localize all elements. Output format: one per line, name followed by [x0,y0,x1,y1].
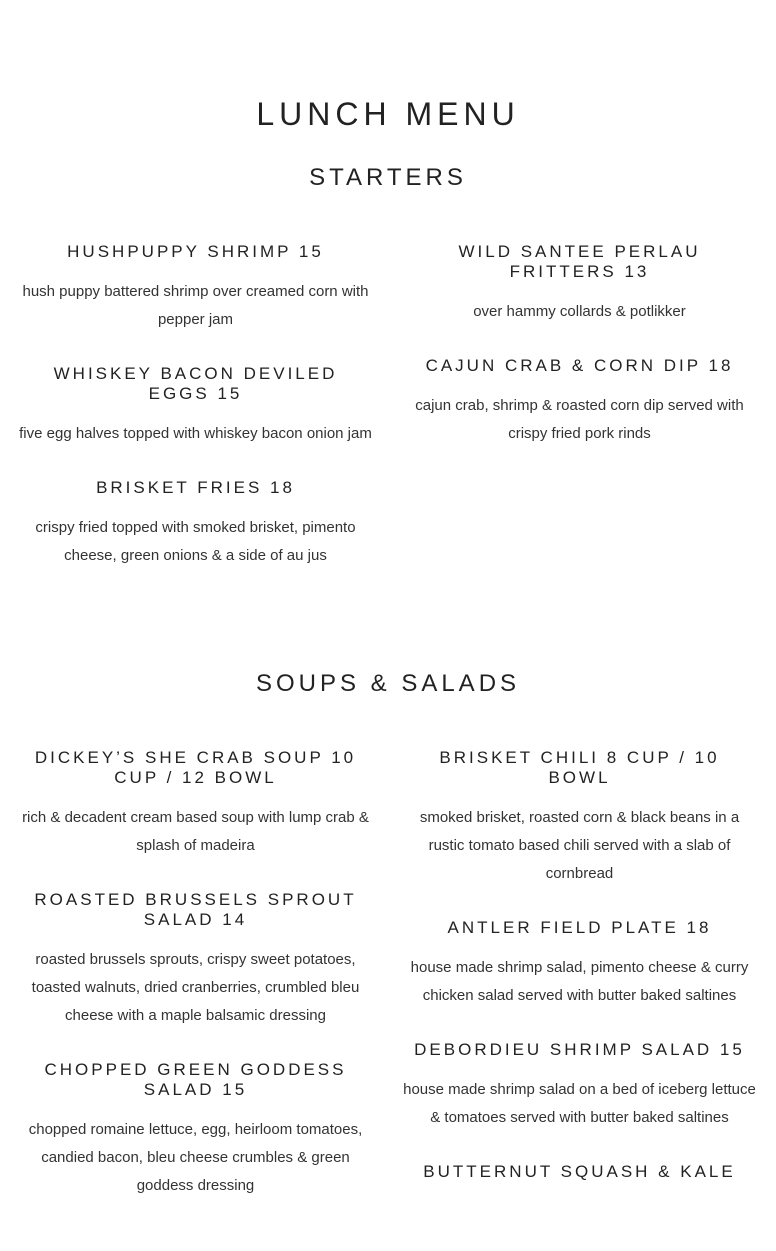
menu-item-description: house made shrimp salad on a bed of iceberg lettuce & tomatoes served with butter baked saltines [403,1081,756,1126]
menu-item-description: crispy fried topped with smoked brisket, pimento cheese, green onions & a side of au jus [35,519,356,564]
menu-item-description: chopped romaine lettuce, egg, heirloom tomatoes, candied bacon, bleu cheese crumbles & green goddess dressing [28,1121,363,1194]
menu-item-name: ANTLER FIELD PLATE 18 [447,918,712,937]
menu-item [12,1060,379,1200]
starters-right-column [396,242,763,478]
section-title-soups-salads: SOUPS & SALADS [255,670,521,697]
menu-item-name: ROASTED BRUSSELS SPROUT SALAD 14 [34,890,357,929]
menu-item [396,242,763,326]
menu-item-name: WHISKEY BACON DEVILED EGGS 15 [53,364,338,403]
menu-item [396,748,763,888]
menu-item-description: five egg halves topped with whiskey bacon onion jam [19,425,372,442]
menu-item [12,478,379,570]
menu-item-description: roasted brussels sprouts, crispy sweet potatoes, toasted walnuts, dried cranberries, crumbled bleu cheese with a maple balsamic dressing [31,951,360,1024]
menu-item [12,364,379,448]
menu-item-description: smoked brisket, roasted corn & black beans in a rustic tomato based chili served with a slab of cornbread [419,809,740,882]
menu-item-name: BRISKET FRIES 18 [96,478,295,497]
menu-item-name: DICKEY’S SHE CRAB SOUP 10 CUP / 12 BOWL [34,748,357,787]
menu-item-description: rich & decadent cream based soup with lump crab & splash of madeira [22,809,369,854]
menu-item-description: over hammy collards & potlikker [473,303,686,320]
menu-item [396,1162,763,1198]
section-title-starters: STARTERS [309,164,467,191]
menu-item [12,242,379,334]
menu-item [12,890,379,1030]
soups-left-column [12,748,379,1230]
menu-item-name: HUSHPUPPY SHRIMP 15 [67,242,324,261]
starters-left-column [12,242,379,600]
menu-item-description: cajun crab, shrimp & roasted corn dip served with crispy fried pork rinds [415,397,744,442]
soups-right-column [396,748,763,1228]
menu-item-name: DEBORDIEU SHRIMP SALAD 15 [414,1040,745,1059]
menu-item-description: house made shrimp salad, pimento cheese & curry chicken salad served with butter baked saltines [410,959,749,1004]
menu-item-name: BUTTERNUT SQUASH & KALE [423,1162,736,1181]
menu-item [396,918,763,1010]
menu-item-name: WILD SANTEE PERLAU FRITTERS 13 [458,242,701,281]
menu-item-name: BRISKET CHILI 8 CUP / 10 BOWL [439,748,720,787]
menu-item [396,356,763,448]
menu-item [12,748,379,860]
menu-item-name: CHOPPED GREEN GODDESS SALAD 15 [44,1060,347,1099]
menu-item-description: hush puppy battered shrimp over creamed corn with pepper jam [22,283,369,328]
menu-item [396,1040,763,1132]
menu-item-name: CAJUN CRAB & CORN DIP 18 [425,356,734,375]
page-title: LUNCH MENU [256,96,520,132]
